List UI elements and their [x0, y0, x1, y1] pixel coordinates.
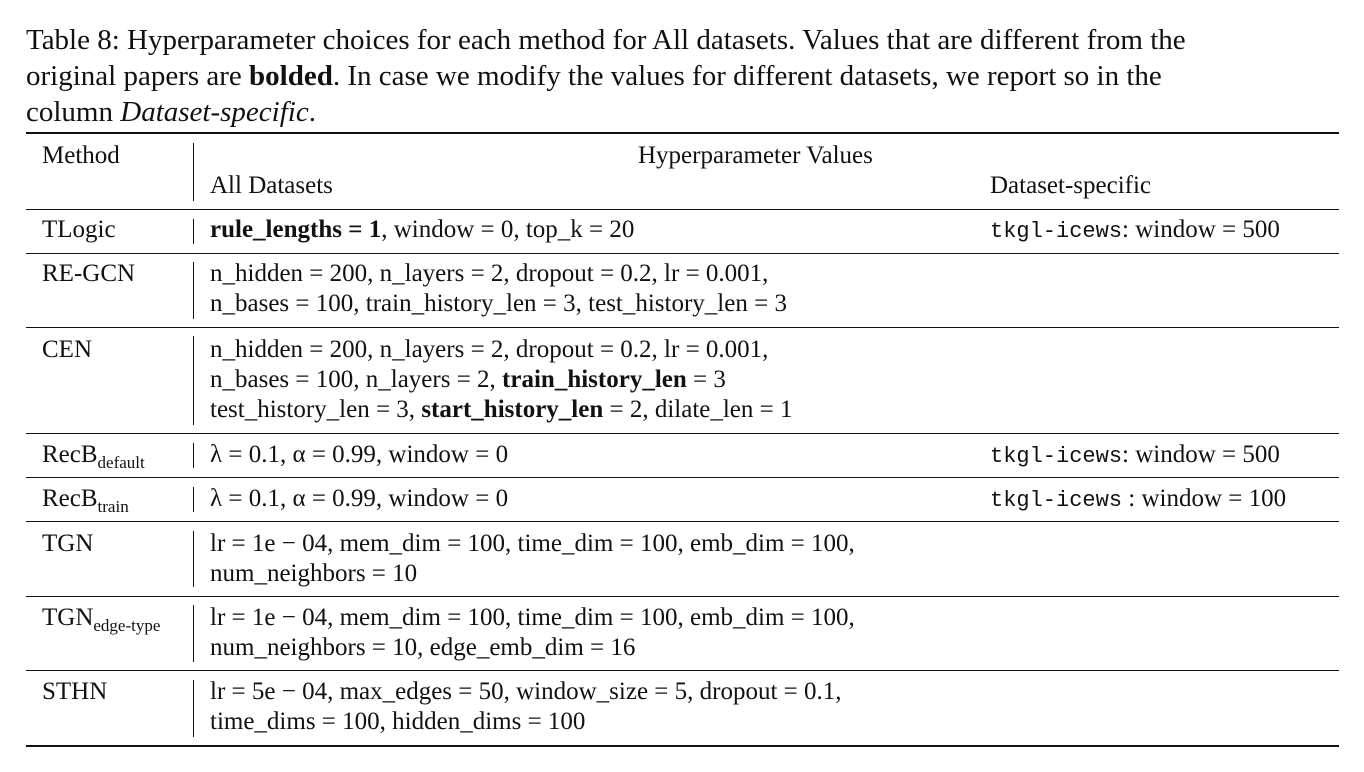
- re-gcn-values: n_hidden = 200, n_layers = 2, dropout = 0.2, lr = 0.001, n_bases = 100, train_history_len = 3, test_history_len = 3: [210, 260, 787, 317]
- caption-line-1: Hyperparameter choices for each method for All datasets. Values that are different from the: [127, 24, 1186, 56]
- column-separator: [193, 443, 194, 468]
- row-divider: [26, 477, 1339, 478]
- method-cen: CEN: [42, 336, 92, 363]
- row-divider: [26, 521, 1339, 522]
- recb-train-values: λ = 0.1, α = 0.99, window = 0: [210, 485, 509, 512]
- row-divider: [26, 433, 1339, 434]
- recb-default-values: λ = 0.1, α = 0.99, window = 0: [210, 441, 509, 468]
- tlogic-dataset-specific: tkgl-icews: window = 500: [990, 216, 1280, 244]
- tgn-values: lr = 1e − 04, mem_dim = 100, time_dim = 100, emb_dim = 100, num_neighbors = 10: [210, 530, 855, 587]
- table-top-rule: [26, 132, 1339, 134]
- table-bottom-rule: [26, 745, 1339, 747]
- recb-train-dataset-specific: tkgl-icews : window = 100: [990, 485, 1287, 513]
- tlogic-values: rule_lengths = 1, window = 0, top_k = 20: [210, 216, 635, 243]
- sthn-values: lr = 5e − 04, max_edges = 50, window_size = 5, dropout = 0.1, time_dims = 100, hidden_dims = 100: [210, 678, 842, 735]
- column-separator: [193, 219, 194, 244]
- column-separator: [193, 605, 194, 662]
- row-divider: [26, 596, 1339, 597]
- method-recb-default: RecB$_{default}$: [42, 441, 145, 472]
- column-separator: [193, 531, 194, 587]
- table-caption: Table 8: Hyperparameter choices for each method for All datasets. Values that are different from the original papers are bolded. In case we modify the values for different datasets, we report so in the column Dataset-specific.: [26, 24, 1186, 128]
- method-re-gcn: RE-GCN: [42, 260, 136, 287]
- method-tgn-edge-type: $TGN_{edge-type}$: [42, 604, 161, 635]
- column-separator: [193, 487, 194, 512]
- cen-values: n_hidden = 200, n_layers = 2, dropout = 0.2, lr = 0.001, n_bases = 100, n_layers = 2, train_history_len = 3 test_history_len = 3, start_history_len = 2, dilate_len = 1: [210, 336, 793, 423]
- caption-italic-term: Dataset-specific: [120, 96, 309, 128]
- column-separator: [193, 262, 194, 319]
- recb-default-dataset-specific: tkgl-icews: window = 500: [990, 441, 1280, 469]
- header-all-datasets: All Datasets: [210, 172, 333, 199]
- method-recb-train: RecB$_{train}$: [42, 485, 129, 516]
- caption-bolded-word: bolded: [249, 60, 333, 92]
- header-method: Method: [42, 142, 120, 169]
- method-sthn: STHN: [42, 678, 108, 705]
- column-separator: [193, 336, 194, 425]
- row-divider: [26, 670, 1339, 671]
- header-dataset-specific: Dataset-specific: [990, 172, 1152, 199]
- column-separator: [193, 680, 194, 737]
- caption-label: Table 8:: [26, 24, 120, 56]
- row-divider: [26, 327, 1339, 328]
- method-tgn: TGN: [42, 530, 94, 557]
- method-tlogic: TLogic: [42, 216, 116, 243]
- header-hyperparameter-values: Hyperparameter Values: [638, 142, 873, 169]
- header-rule: [26, 209, 1339, 210]
- tgn-edge-type-values: lr = 1e − 04, mem_dim = 100, time_dim = 100, emb_dim = 100, num_neighbors = 10, edge_emb_dim = 16: [210, 604, 855, 661]
- row-divider: [26, 253, 1339, 254]
- column-separator: [193, 143, 194, 201]
